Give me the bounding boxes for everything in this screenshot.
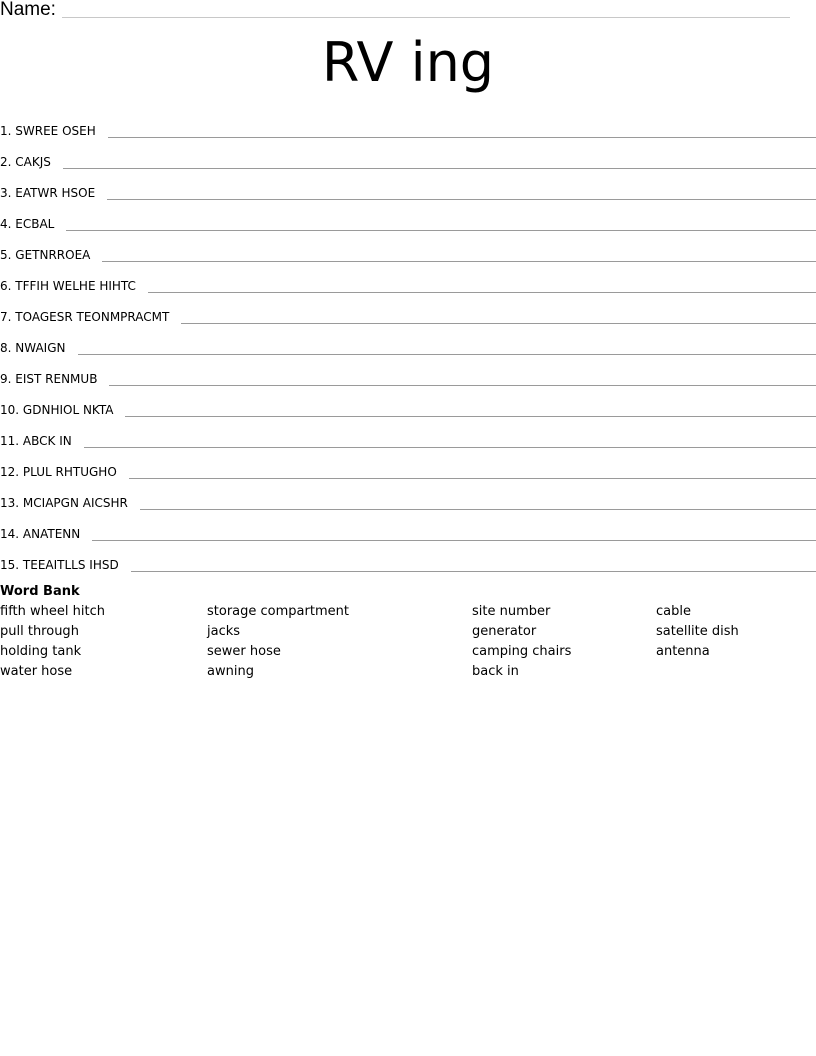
question-number: 10. bbox=[0, 403, 20, 417]
question-number: 11. bbox=[0, 434, 20, 448]
scrambled-word bbox=[0, 124, 96, 141]
question-number: 14. bbox=[0, 527, 20, 541]
word-bank-item: sewer hose bbox=[207, 644, 281, 659]
scrambled-word bbox=[0, 403, 113, 420]
question-number: 8. bbox=[0, 341, 12, 355]
scrambled-word bbox=[0, 558, 119, 575]
word-bank-item: camping chairs bbox=[472, 644, 572, 659]
answer-line[interactable] bbox=[66, 230, 816, 231]
question-number: 2. bbox=[0, 155, 12, 169]
answer-line[interactable] bbox=[84, 447, 816, 448]
scramble-row bbox=[0, 110, 816, 141]
scramble-row bbox=[0, 451, 816, 482]
scrambled-word bbox=[0, 186, 95, 203]
scrambled-word bbox=[0, 496, 128, 513]
scramble-row bbox=[0, 544, 816, 575]
answer-line[interactable] bbox=[129, 478, 816, 479]
scrambled-text: GETNRROEA bbox=[15, 248, 91, 262]
scrambled-word bbox=[0, 341, 66, 358]
scrambled-text: TEEAITLLS IHSD bbox=[22, 558, 119, 572]
answer-line[interactable] bbox=[102, 261, 816, 262]
answer-line[interactable] bbox=[108, 137, 816, 138]
word-bank-item: pull through bbox=[0, 624, 79, 639]
worksheet-title: RV ing bbox=[321, 31, 495, 94]
answer-line[interactable] bbox=[140, 509, 816, 510]
word-bank-item: satellite dish bbox=[656, 624, 739, 639]
answer-line[interactable] bbox=[181, 323, 816, 324]
scramble-row bbox=[0, 141, 816, 172]
question-number: 7. bbox=[0, 310, 12, 324]
word-bank-item: holding tank bbox=[0, 644, 82, 659]
word-bank-item: antenna bbox=[656, 644, 710, 659]
scrambled-word bbox=[0, 310, 169, 327]
answer-line[interactable] bbox=[109, 385, 816, 386]
scrambled-word bbox=[0, 434, 72, 451]
scrambled-text: EIST RENMUB bbox=[15, 372, 98, 386]
name-label: Name: bbox=[0, 0, 56, 20]
word-bank-item: fifth wheel hitch bbox=[0, 604, 105, 619]
word-bank-item: generator bbox=[472, 624, 537, 639]
answer-line[interactable] bbox=[92, 540, 816, 541]
scrambled-text: GDNHIOL NKTA bbox=[22, 403, 114, 417]
word-bank-item: water hose bbox=[0, 664, 73, 679]
scrambled-text: TOAGESR TEONMPRACMT bbox=[15, 310, 170, 324]
scramble-row bbox=[0, 420, 816, 451]
scrambled-word bbox=[0, 527, 80, 544]
question-number: 9. bbox=[0, 372, 12, 386]
name-field-row bbox=[0, 0, 790, 20]
question-number: 6. bbox=[0, 279, 12, 293]
scrambled-text: ABCK IN bbox=[22, 434, 72, 448]
answer-line[interactable] bbox=[148, 292, 816, 293]
scrambled-text: TFFIH WELHE HIHTC bbox=[15, 279, 136, 293]
question-number: 15. bbox=[0, 558, 20, 572]
scrambled-text: ANATENN bbox=[22, 527, 81, 541]
name-write-line[interactable] bbox=[62, 17, 790, 18]
answer-line[interactable] bbox=[78, 354, 816, 355]
scrambled-text: MCIAPGN AICSHR bbox=[22, 496, 128, 510]
answer-line[interactable] bbox=[125, 416, 816, 417]
word-bank-item: back in bbox=[472, 664, 519, 679]
scramble-row bbox=[0, 203, 816, 234]
scrambled-word bbox=[0, 279, 136, 296]
word-bank-item: cable bbox=[656, 604, 691, 619]
scramble-row bbox=[0, 296, 816, 327]
question-number: 1. bbox=[0, 124, 12, 138]
answer-line[interactable] bbox=[63, 168, 816, 169]
word-bank-item: site number bbox=[472, 604, 551, 619]
scrambled-text: ECBAL bbox=[15, 217, 55, 231]
answer-line[interactable] bbox=[107, 199, 816, 200]
scramble-row bbox=[0, 482, 816, 513]
scrambled-text: PLUL RHTUGHO bbox=[22, 465, 117, 479]
scramble-list bbox=[0, 110, 816, 575]
scrambled-text: EATWR HSOE bbox=[15, 186, 96, 200]
scrambled-word bbox=[0, 217, 54, 234]
scramble-row bbox=[0, 265, 816, 296]
scrambled-text: NWAIGN bbox=[15, 341, 66, 355]
question-number: 12. bbox=[0, 465, 20, 479]
word-bank-item: storage compartment bbox=[207, 604, 349, 619]
scrambled-word bbox=[0, 155, 51, 172]
word-bank bbox=[0, 604, 816, 694]
scrambled-word bbox=[0, 465, 117, 482]
question-number: 4. bbox=[0, 217, 12, 231]
scrambled-text: SWREE OSEH bbox=[15, 124, 96, 138]
scrambled-word bbox=[0, 248, 90, 265]
question-number: 13. bbox=[0, 496, 20, 510]
word-bank-title: Word Bank bbox=[0, 584, 80, 599]
scramble-row bbox=[0, 172, 816, 203]
word-bank-item: jacks bbox=[207, 624, 241, 639]
scramble-row bbox=[0, 234, 816, 265]
scramble-row bbox=[0, 389, 816, 420]
scramble-row bbox=[0, 327, 816, 358]
scrambled-text: CAKJS bbox=[15, 155, 51, 169]
question-number: 5. bbox=[0, 248, 12, 262]
scramble-row bbox=[0, 358, 816, 389]
question-number: 3. bbox=[0, 186, 12, 200]
scrambled-word bbox=[0, 372, 97, 389]
scramble-row bbox=[0, 513, 816, 544]
word-bank-item: awning bbox=[207, 664, 254, 679]
answer-line[interactable] bbox=[131, 571, 816, 572]
